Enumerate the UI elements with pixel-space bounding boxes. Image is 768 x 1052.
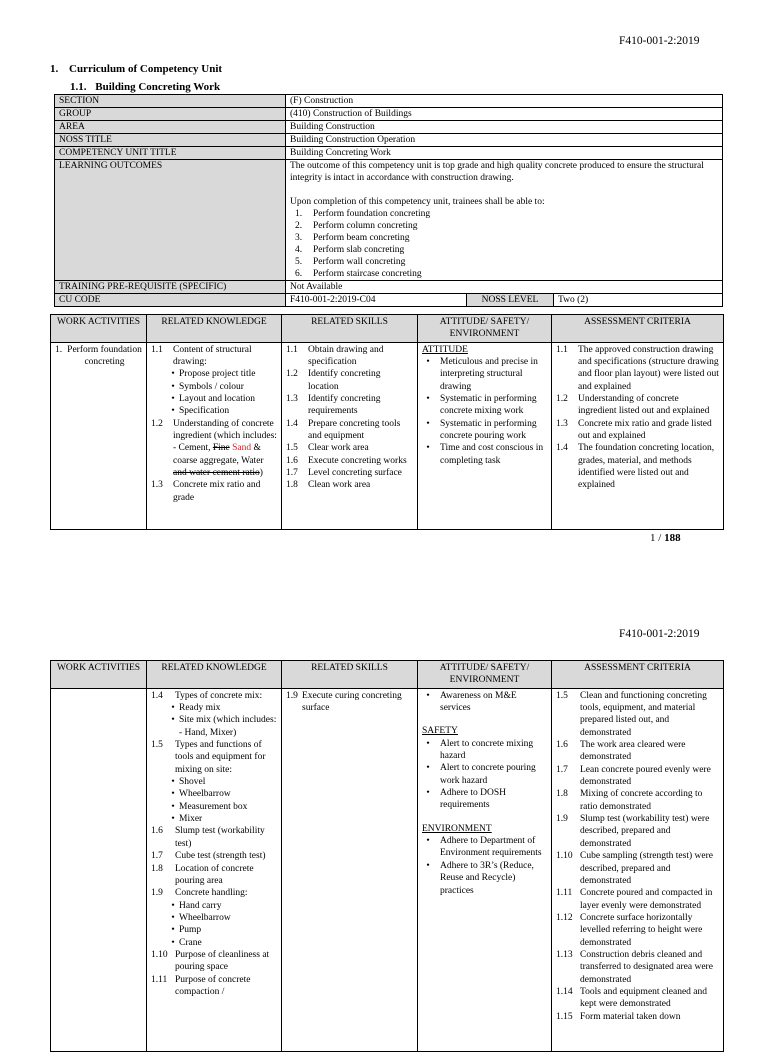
learning-outcome-item: 4. Perform slab concreting: [295, 245, 405, 255]
criteria-item: 1.4 The foundation concreting location, grades, material, and methods identified were listed out and explained: [556, 443, 715, 491]
column-header: WORK ACTIVITIES: [51, 315, 147, 343]
list-item: • Ready mix: [171, 703, 221, 714]
info-row-group: [55, 108, 723, 121]
list-item: • Adhere to Department of Environment requirements: [426, 836, 542, 859]
struck-text: Fine: [212, 443, 230, 454]
cu-code-value: F410-001-2:2019-C04: [286, 294, 467, 307]
info-value: (F) Construction: [286, 95, 723, 108]
info-row-cu-title: [55, 147, 723, 160]
knowledge-item: 1.6 Slump test (workability test): [151, 826, 265, 849]
noss-level-value: Two (2): [554, 294, 723, 307]
list-item: • Meticulous and precise in interpreting structural drawing: [426, 357, 538, 392]
heading-text: Curriculum of Competency Unit: [69, 63, 223, 75]
criteria-item: 1.5 Clean and functioning concreting tools, equipment, and material prepared listed out, and demonstrated: [556, 690, 707, 738]
info-row-prereq: [55, 281, 723, 294]
criteria-item: 1.12 Concrete surface horizontally levelled referring to height were demonstrated: [556, 912, 703, 948]
knowledge-bullets: [151, 702, 277, 739]
attitude-cell: [418, 342, 552, 529]
list-item: • Shovel: [171, 777, 206, 788]
skill-item: 1.7 Level concreting surface: [286, 468, 402, 479]
learning-outcome-item: 5. Perform wall concreting: [295, 257, 406, 267]
criteria-item: 1.10 Cube sampling (strength test) were described, prepared and demonstrated: [556, 851, 713, 886]
info-value: Not Available: [286, 281, 723, 294]
learning-outcome-item: 6. Perform staircase concreting: [295, 269, 422, 279]
assessment-criteria-cell: [552, 688, 724, 1051]
list-item: • Hand carry: [171, 900, 222, 911]
column-header: ATTITUDE/ SAFETY/ ENVIRONMENT: [418, 661, 552, 689]
list-item: • Specification: [171, 406, 230, 417]
inserted-text: Sand: [232, 443, 252, 454]
skill-item: 1.6 Execute concreting works: [286, 455, 407, 466]
info-row-area: [55, 121, 723, 134]
related-knowledge-cell: [147, 688, 282, 1051]
info-label: AREA: [55, 121, 286, 134]
knowledge-item: 1.10 Purpose of cleanliness at pouring space: [151, 949, 270, 973]
info-row-noss-title: [55, 134, 723, 147]
criteria-item: 1.7 Lean concrete poured evenly were demonstrated: [556, 764, 711, 788]
document-number: F410-001-2:2019: [619, 628, 700, 640]
skill-item: 1.5 Clear work area: [286, 443, 369, 454]
work-activity: 1. Perform foundation concreting: [55, 344, 142, 368]
info-row-section: [55, 95, 723, 108]
knowledge-item: 1.9 Concrete handling:: [151, 888, 248, 899]
skill-item: 1.8 Clean work area: [286, 480, 371, 491]
list-item: • Wheelbarrow: [171, 789, 231, 800]
related-skills-cell: [282, 688, 418, 1051]
list-item: • Systematic in performing concrete mixing work: [426, 394, 537, 417]
list-item: • Awareness on M&E services: [426, 690, 517, 714]
learning-outcome-item: 2. Perform column concreting: [295, 221, 418, 231]
skill-item: 1.3 Identify concreting requirements: [286, 394, 381, 417]
learning-outcomes-intro: The outcome of this competency unit is top grade and high quality concrete produced to ensure the structural integrity is intact in accordance with construction drawing.: [290, 161, 704, 183]
table-header-row: [51, 661, 724, 689]
knowledge-bullets: [151, 368, 277, 417]
list-item: • Propose project title: [171, 369, 256, 380]
knowledge-item: 1.4 Types of concrete mix:: [151, 690, 263, 701]
info-label: SECTION: [55, 95, 286, 108]
work-activity-cell: [51, 688, 147, 1051]
column-header: WORK ACTIVITIES: [51, 661, 147, 689]
curriculum-table-page2: [50, 660, 724, 1052]
knowledge-bullets: [151, 776, 277, 825]
list-item: • Crane: [171, 937, 202, 948]
struck-text: and water cement ratio: [173, 468, 260, 479]
knowledge-item: 1.5 Types and functions of tools and equipment for mixing on site:: [151, 740, 266, 775]
work-activity-cell: [51, 342, 147, 529]
info-row-learning-outcomes: [55, 160, 723, 281]
learning-outcome-item: 1. Perform foundation concreting: [295, 209, 431, 219]
info-value: (410) Construction of Buildings: [286, 108, 723, 121]
criteria-item: 1.8 Mixing of concrete according to ratio demonstrated: [556, 789, 703, 812]
unit-info-table: [54, 94, 723, 307]
criteria-item: 1.6 The work area cleared were demonstrated: [556, 740, 686, 763]
criteria-item: 1.1 The approved construction drawing and specifications (structure drawing and floor plan layout) were listed out and explained: [556, 344, 719, 392]
table-row: [51, 688, 724, 1051]
attitude-cell: [418, 688, 552, 1051]
subheading-number: 1.1.: [70, 81, 87, 93]
list-item: • Adhere to DOSH requirements: [426, 788, 506, 811]
criteria-item: 1.15 Form material taken down: [556, 1011, 681, 1022]
document-number: F410-001-2:2019: [619, 35, 700, 47]
list-item: • Adhere to 3R’s (Reduce, Reuse and Recycle) practices: [426, 860, 534, 896]
list-item: • Symbols / colour: [171, 381, 244, 392]
skill-item: 1.2 Identify concreting location: [286, 369, 381, 392]
info-label: GROUP: [55, 108, 286, 121]
criteria-item: 1.13 Construction debris cleaned and transferred to designated area were demonstrated: [556, 949, 713, 985]
list-item: • Time and cost conscious in completing task: [426, 443, 544, 466]
list-item: • Mixer: [171, 814, 203, 825]
list-item: • Wheelbarrow: [171, 912, 231, 923]
safety-heading: SAFETY: [422, 726, 458, 737]
list-item: • Site mix (which includes: - Hand, Mixer): [171, 715, 277, 738]
curriculum-table-page1: [50, 314, 724, 530]
assessment-criteria-cell: [552, 342, 724, 529]
info-label: LEARNING OUTCOMES: [55, 160, 286, 281]
criteria-item: 1.11 Concrete poured and compacted in layer evenly were demonstrated: [556, 888, 713, 911]
criteria-item: 1.9 Slump test (workability test) were described, prepared and demonstrated: [556, 814, 710, 849]
column-header: RELATED SKILLS: [282, 661, 418, 689]
environment-heading: ENVIRONMENT: [422, 823, 492, 834]
criteria-item: 1.14 Tools and equipment cleaned and kept were demonstrated: [556, 986, 708, 1010]
list-item: • Alert to concrete mixing hazard: [426, 738, 534, 762]
column-header: RELATED KNOWLEDGE: [147, 315, 282, 343]
section-heading: [50, 62, 222, 76]
criteria-item: 1.3 Concrete mix ratio and grade listed out and explained: [556, 418, 712, 442]
knowledge-item: 1.3 Concrete mix ratio and grade: [151, 480, 261, 503]
info-label: NOSS TITLE: [55, 134, 286, 147]
criteria-item: 1.2 Understanding of concrete ingredient listed out and explained: [556, 394, 710, 417]
skill-item: 1.1 Obtain drawing and specification: [286, 344, 384, 368]
info-label: TRAINING PRE-REQUISITE (SPECIFIC): [55, 281, 286, 294]
column-header: RELATED KNOWLEDGE: [147, 661, 282, 689]
info-label: CU CODE: [55, 294, 286, 307]
knowledge-item: 1.11 Purpose of concrete compaction /: [151, 974, 251, 997]
list-item: • Measurement box: [171, 801, 248, 812]
column-header: ATTITUDE/ SAFETY/ ENVIRONMENT: [418, 315, 552, 343]
table-row: [51, 342, 724, 529]
learning-outcomes-list: [290, 208, 718, 280]
list-item: • Pump: [171, 925, 202, 936]
info-value: Building Construction Operation: [286, 134, 723, 147]
column-header: RELATED SKILLS: [282, 315, 418, 343]
subsection-heading: [70, 80, 220, 94]
knowledge-item: 1.7 Cube test (strength test): [151, 851, 266, 862]
knowledge-item: 1.8 Location of concrete pouring area: [151, 863, 254, 886]
column-header: ASSESSMENT CRITERIA: [552, 661, 724, 689]
attitude-heading: ATTITUDE: [422, 344, 468, 355]
learning-outcomes-lead: Upon completion of this competency unit, trainees shall be able to:: [290, 197, 545, 207]
knowledge-bullets: [151, 900, 277, 949]
heading-number: 1.: [50, 63, 59, 75]
knowledge-item: 1.2 Understanding of concrete ingredient (which includes: - Cement, Fine Sand & coarse aggregate, Water and water cement ratio): [151, 418, 277, 479]
skill-item: 1.4 Prepare concreting tools and equipment: [286, 418, 401, 442]
list-item: • Alert to concrete pouring work hazard: [426, 763, 536, 786]
list-item: • Layout and location: [171, 394, 255, 405]
table-header-row: [51, 315, 724, 343]
skill-item: 1.9 Execute curing concreting surface: [286, 690, 402, 714]
info-value: Building Construction: [286, 121, 723, 134]
page-number: 1 / 188: [650, 532, 681, 544]
list-item: • Systematic in performing concrete pouring work: [426, 418, 537, 442]
learning-outcome-item: 3. Perform beam concreting: [295, 233, 410, 243]
subheading-text: Building Concreting Work: [95, 81, 221, 93]
noss-level-label: NOSS LEVEL: [467, 294, 554, 307]
knowledge-item: 1.1 Content of structural drawing:: [151, 344, 252, 368]
column-header: ASSESSMENT CRITERIA: [552, 315, 724, 343]
info-row-cu-code: [55, 294, 723, 307]
related-knowledge-cell: [147, 342, 282, 529]
learning-outcomes-cell: [286, 160, 723, 281]
info-label: COMPETENCY UNIT TITLE: [55, 147, 286, 160]
info-value: Building Concreting Work: [286, 147, 723, 160]
related-skills-cell: [282, 342, 418, 529]
